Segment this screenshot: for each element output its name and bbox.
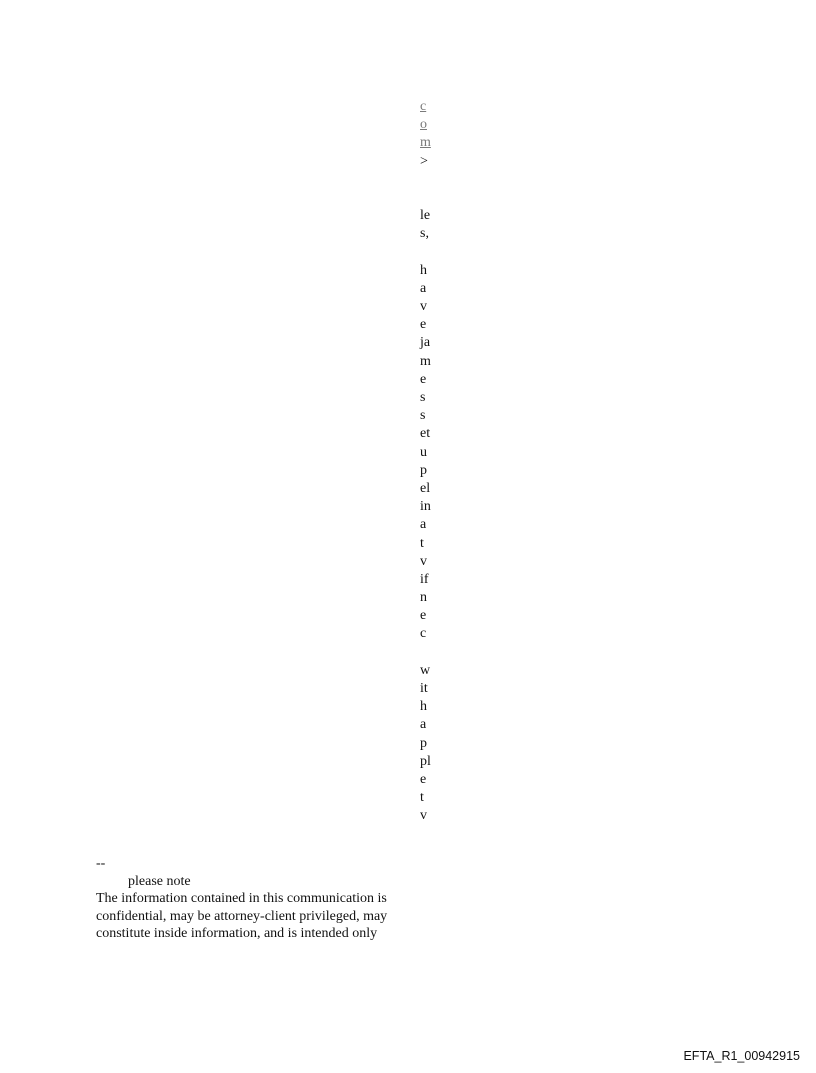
body-fragment: e — [420, 771, 427, 787]
body-fragment: h — [420, 699, 427, 715]
greeting-fragment: s, — [420, 226, 429, 242]
body-fragment: n — [420, 590, 427, 606]
body-fragment: el — [420, 480, 431, 496]
body-fragment: in — [420, 499, 431, 515]
vertical-email-fragment — [420, 98, 431, 826]
body-fragment: m — [420, 353, 431, 369]
body-fragment: w — [420, 662, 431, 678]
body-fragment: h — [420, 262, 427, 278]
body-fragment: e — [420, 608, 427, 624]
body-fragment: ja — [420, 335, 431, 351]
body-fragment: s — [420, 408, 426, 424]
signature-separator: -- — [96, 856, 106, 871]
body-fragment: e — [420, 317, 427, 333]
close-bracket: > — [420, 153, 428, 169]
confidentiality-line: constitute inside information, and is intended only — [96, 926, 378, 942]
email-link-char[interactable]: o — [420, 117, 427, 133]
body-fragment: v — [420, 299, 427, 315]
body-fragment: c — [420, 626, 427, 642]
body-fragment: t — [420, 790, 424, 806]
body-fragment: s — [420, 390, 426, 405]
body-fragment: it — [420, 681, 428, 696]
please-note-label: please note — [128, 873, 191, 889]
body-fragment: v — [420, 553, 427, 569]
email-link-char[interactable]: m — [420, 135, 431, 151]
body-fragment: v — [420, 808, 427, 824]
spacer — [420, 644, 431, 662]
body-fragment: a — [420, 517, 427, 533]
email-footer — [96, 855, 456, 943]
spacer — [420, 189, 431, 207]
greeting-fragment: le — [420, 208, 431, 224]
body-fragment: p — [420, 462, 427, 478]
email-link-char[interactable]: c — [420, 99, 427, 114]
body-fragment: if — [420, 571, 429, 587]
body-fragment: a — [420, 280, 427, 296]
body-fragment: u — [420, 444, 427, 460]
body-fragment: p — [420, 735, 427, 751]
confidentiality-line: confidential, may be attorney-client privileged, may — [96, 908, 388, 924]
body-fragment: et — [420, 426, 431, 442]
body-fragment: pl — [420, 753, 431, 769]
body-fragment: a — [420, 717, 427, 733]
spacer — [420, 244, 431, 262]
body-fragment: t — [420, 535, 424, 551]
bates-number: EFTA_R1_00942915 — [683, 1049, 800, 1063]
spacer — [420, 171, 431, 189]
confidentiality-line: The information contained in this communication is — [96, 891, 387, 907]
body-fragment: e — [420, 371, 427, 387]
